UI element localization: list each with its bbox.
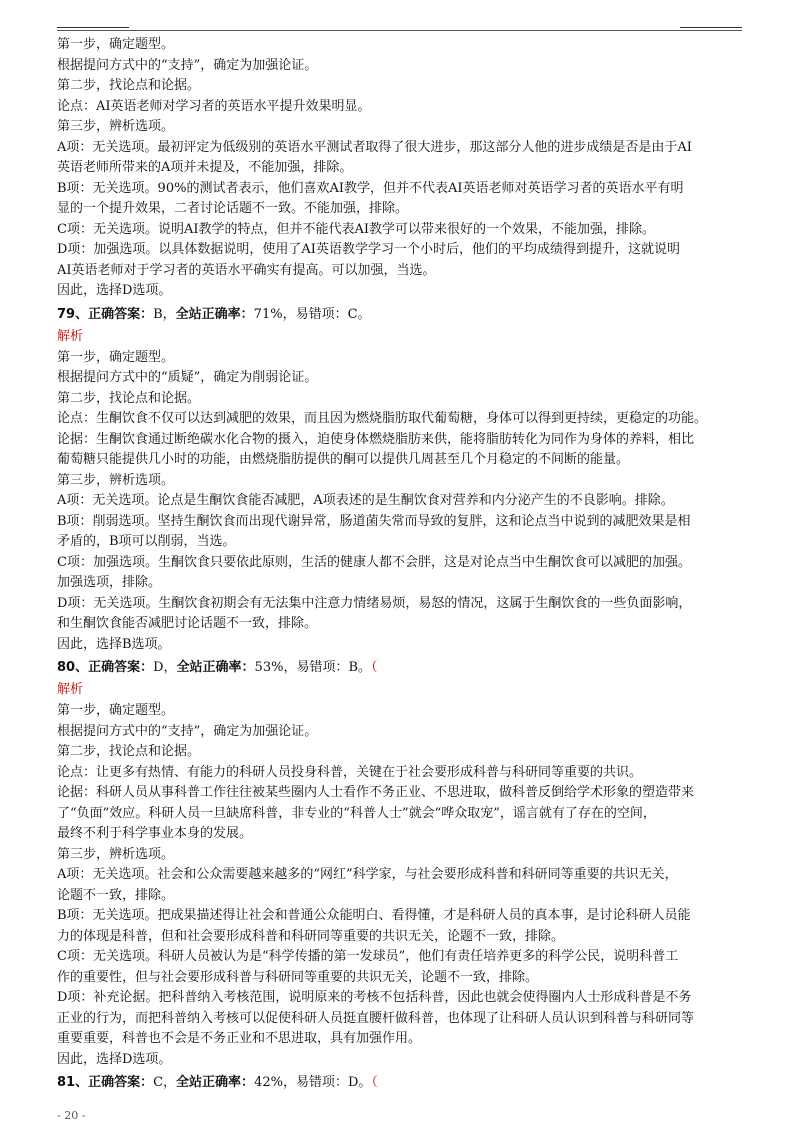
- rate-label: 全站正确率：: [175, 306, 254, 322]
- text-line: 矛盾的，B项可以削弱，当选。: [57, 534, 236, 549]
- rate-value: 71%，易错项：C。: [253, 306, 371, 322]
- answer-label: 81、正确答案：: [57, 1075, 154, 1090]
- answer-value: C，: [153, 1075, 177, 1090]
- text-line: 显的一个提升效果，二者讨论话题不一致。不能加强，排除。: [57, 201, 409, 216]
- text-line: 力的体现是科普，但和社会要形成科普和科研同等重要的共识无关，论题不一致，排除。: [57, 928, 565, 944]
- text-line: C项：无关选项。科研人员被认为是“科学传播的第一发球员”，他们有责任培养更多的科学公民，说明科普工: [57, 949, 679, 964]
- text-line: 论据：生酮饮食通过断绝碳水化合物的摄入，迫使身体燃烧脂肪来供，能将脂肪转化为同作为身体的养料，相比: [57, 431, 695, 447]
- text-line: AI英语老师对于学习者的英语水平确实有提高。可以加强，当选。: [57, 262, 436, 278]
- text-line: 了“负面”效应。科研人员一旦缺席科普，非专业的“科普人士”就会“哗众取宠”，谣言就有了存在的空间，: [57, 805, 656, 821]
- text-line: 最终不利于科学事业本身的发展。: [57, 826, 253, 841]
- text-line: 因此，选择D选项。: [57, 1051, 172, 1067]
- rate-label: 全站正确率：: [176, 660, 255, 675]
- page-content: [57, 35, 747, 1094]
- text-line: A项：无关选项。社会和公众需要越来越多的“网红”科学家，与社会要形成科普和科研同等重要的共识无关，: [57, 867, 678, 882]
- answer-label: 80、正确答案：: [57, 660, 154, 675]
- text-line: 论点：AI英语老师对学习者的英语水平提升效果明显。: [57, 98, 371, 114]
- q80-explanation: [57, 701, 747, 1070]
- q79-answer-line: [57, 304, 747, 326]
- text-line: 正业的行为，而把科普纳入考核可以促使科研人员挺直腰杆做科普，也体现了让科研人员认识到科普与科研同等: [57, 1010, 695, 1026]
- text-line: D项：无关选项。生酮饮食初期会有无法集中注意力情绪易烦，易怒的情况，这属于生酮饮食的一些负面影响，: [57, 595, 692, 611]
- text-line: 论点：生酮饮食不仅可以达到减肥的效果，而且因为燃烧脂肪取代葡萄糖，身体可以得到更持续，更稳定的功能。: [57, 411, 708, 426]
- text-line: A项：无关选项。最初评定为低级别的英语水平测试者取得了很大进步，那这部分人他的进步成绩是否是由于AI: [57, 139, 692, 155]
- rate-label: 全站正确率：: [176, 1075, 255, 1090]
- answer-value: B，: [153, 306, 176, 322]
- text-line: 重要重要，科普也不会是不务正业和不思进取，具有加强作用。: [57, 1031, 422, 1046]
- rate-value: 53%，易错项：B。: [254, 660, 371, 675]
- text-line: C项：无关选项。说明AI教学的特点，但并不能代表AI教学可以带来很好的一个效果，不能加强，排除。: [57, 221, 655, 237]
- text-line: 作的重要性，但与社会要形成科普与科研同等重要的共识无关，论题不一致，排除。: [57, 969, 539, 985]
- text-line: 第一步，确定题型。: [57, 37, 175, 52]
- red-paren: （: [371, 1075, 378, 1090]
- text-line: 加强选项，排除。: [57, 575, 162, 590]
- text-line: 第二步，找论点和论据。: [57, 744, 201, 759]
- text-line: B项：削弱选项。坚持生酮饮食而出现代谢异常，肠道菌失常而导致的复胖，这和论点当中说到的减肥效果是相: [57, 513, 691, 529]
- text-line: 因此，选择B选项。: [57, 636, 171, 652]
- header-rule: [57, 30, 742, 31]
- text-line: D项：补充论据。把科普纳入考核范围，说明原来的考核不包括科普，因此也就会使得圈内人士形成科普是不务: [57, 990, 692, 1005]
- q79-explanation: [57, 348, 747, 656]
- text-line: 论点：让更多有热情、有能力的科研人员投身科普，关键在于社会要形成科普与科研同等重要的共识。: [57, 764, 643, 780]
- text-line: C项：加强选项。生酮饮食只要依此原则，生活的健康人都不会胖，这是对论点当中生酮饮食可以减肥的加强。: [57, 554, 691, 570]
- rate-value: 42%，易错项：D。: [254, 1075, 372, 1090]
- text-line: 葡萄糖只能提供几小时的功能，由燃烧脂肪提供的酮可以提供几周甚至几个月稳定的不间断的能量。: [57, 452, 630, 467]
- header-rule-left: [57, 27, 129, 28]
- text-line: 第二步，找论点和论据。: [57, 390, 201, 406]
- header-rule-right: [680, 27, 742, 28]
- text-line: 论题不一致，排除。: [57, 887, 175, 903]
- q80-jiexi-heading: 解析: [57, 682, 84, 697]
- text-line: 论据：科研人员从事科普工作往往被某些圈内人士看作不务正业、不思进取，做科普反倒给学术形象的塑造带来: [57, 785, 695, 800]
- text-line: 根据提问方式中的“支持”，确定为加强论证。: [57, 723, 318, 739]
- text-line: 因此，选择D选项。: [57, 283, 172, 298]
- text-line: 根据提问方式中的“支持”，确定为加强论证。: [57, 57, 318, 73]
- answer-label: 79、正确答案：: [57, 306, 154, 322]
- text-line: 和生酮饮食能否减肥讨论话题不一致，排除。: [57, 616, 318, 631]
- text-line: D项：加强选项。以具体数据说明，使用了AI英语教学学习一个小时后，他们的平均成绩得到提升，这就说明: [57, 242, 680, 257]
- text-line: 根据提问方式中的“质疑”，确定为削弱论证。: [57, 370, 318, 385]
- text-line: 第一步，确定题型。: [57, 703, 175, 718]
- text-line: A项：无关选项。论点是生酮饮食能否减肥，A项表述的是生酮饮食对营养和内分泌产生的不良影响。排除。: [57, 493, 674, 508]
- q81-answer-line: [57, 1072, 747, 1094]
- text-line: B项：无关选项。90%的测试者表示，他们喜欢AI教学，但并不代表AI英语老师对英语学习者的英语水平有明: [57, 180, 684, 196]
- text-line: B项：无关选项。把成果描述得让社会和普通公众能明白、看得懂，才是科研人员的真本事，是讨论科研人员能: [57, 908, 691, 923]
- q79-jiexi-heading: 解析: [57, 328, 84, 344]
- text-line: 英语老师所带来的A项并未提及，不能加强，排除。: [57, 160, 353, 175]
- q80-answer-line: [57, 657, 747, 679]
- text-line: 第三步，辨析选项。: [57, 119, 175, 134]
- text-line: 第三步，辨析选项。: [57, 846, 175, 862]
- answer-value: D，: [153, 660, 177, 675]
- page-number: - 20 -: [57, 1109, 86, 1122]
- red-paren: （: [371, 660, 378, 675]
- text-line: 第三步，辨析选项。: [57, 472, 175, 488]
- q78-explanation: [57, 35, 747, 302]
- text-line: 第二步，找论点和论据。: [57, 78, 201, 93]
- text-line: 第一步，确定题型。: [57, 349, 175, 365]
